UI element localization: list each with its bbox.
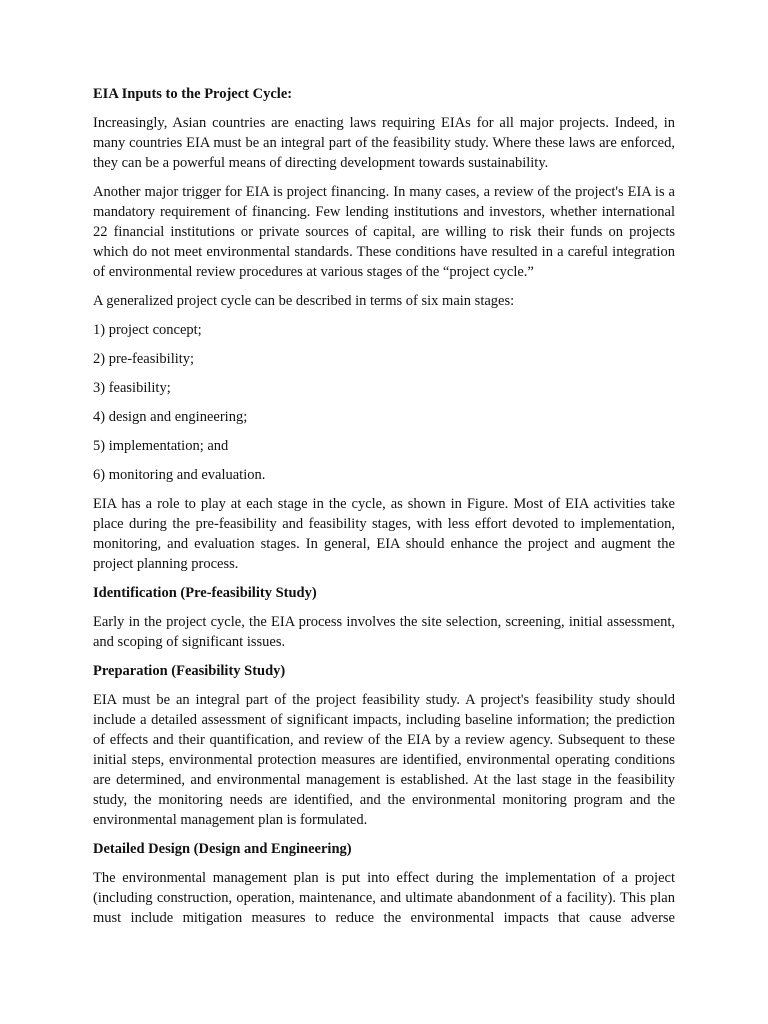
section-text-preparation: EIA must be an integral part of the project feasibility study. A project's feasibility study should include a detailed assessment of significant impacts, including baseline information; the prediction of effects and their quantification, and review of the EIA by a review agency. Subsequent to these initial steps, environmental protection measures are identified, environmental operating conditions are determined, and environmental management is established. At the last stage in the feasibility study, the monitoring needs are identified, and the environmental monitoring program and the environmental management plan is formulated.	[93, 692, 675, 828]
intro-paragraph-2: Another major trigger for EIA is project financing. In many cases, a review of the project's EIA is a mandatory requirement of financing. Few lending institutions and investors, whether international 22 financial institutions or private sources of capital, are willing to risk their funds on projects which do not meet environmental standards. These conditions have resulted in a careful integration of environmental review procedures at various stages of the “project cycle.”	[93, 184, 675, 280]
section-heading-preparation: Preparation (Feasibility Study)	[93, 663, 286, 679]
page-title: EIA Inputs to the Project Cycle:	[93, 86, 293, 102]
stage-item-2: 2) pre-feasibility;	[93, 351, 195, 367]
stage-list	[93, 320, 675, 485]
section-heading-detailed-design: Detailed Design (Design and Engineering)	[93, 841, 352, 857]
stage-item-6: 6) monitoring and evaluation.	[93, 467, 266, 483]
stage-item-4: 4) design and engineering;	[93, 409, 248, 425]
intro-paragraph-1: Increasingly, Asian countries are enacting laws requiring EIAs for all major projects. Indeed, in many countries EIA must be an integral part of the feasibility study. Where these laws are enforced, they can be a powerful means of directing development towards sustainability.	[93, 115, 675, 171]
stage-item-1: 1) project concept;	[93, 322, 202, 338]
intro-paragraph-3: A generalized project cycle can be described in terms of six main stages:	[93, 293, 515, 309]
section-text-identification: Early in the project cycle, the EIA process involves the site selection, screening, initial assessment, and scoping of significant issues.	[93, 614, 675, 650]
stage-item-3: 3) feasibility;	[93, 380, 171, 396]
role-paragraph: EIA has a role to play at each stage in the cycle, as shown in Figure. Most of EIA activities take place during the pre-feasibility and feasibility stages, with less effort devoted to implementation, monitoring, and evaluation stages. In general, EIA should enhance the project and augment the project planning process.	[93, 496, 675, 572]
stage-item-5: 5) implementation; and	[93, 438, 229, 454]
section-heading-identification: Identification (Pre-feasibility Study)	[93, 585, 317, 601]
document-page	[93, 84, 675, 937]
section-text-detailed-design: The environmental management plan is put into effect during the implementation of a project (including construction, operation, maintenance, and ultimate abandonment of a facility). This plan must include mitigation measures to reduce the environmental impacts that cause adverse	[93, 870, 675, 926]
